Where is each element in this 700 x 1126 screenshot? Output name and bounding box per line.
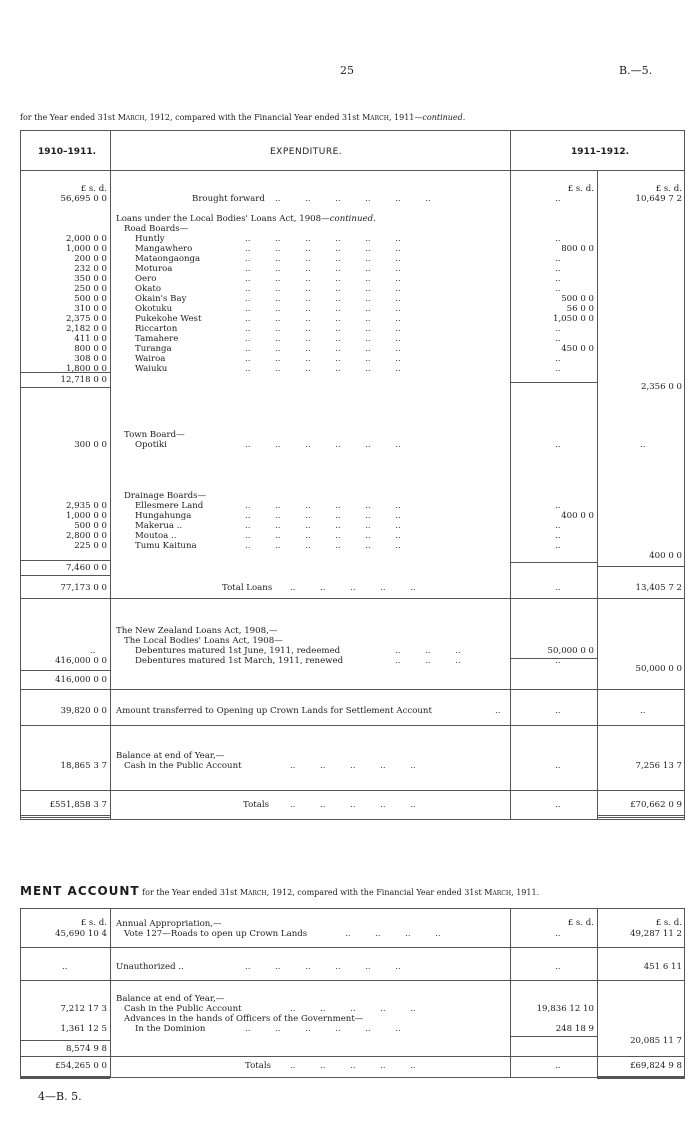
leader-dots: .. .. .. .. .. .. [245,264,401,274]
in-dominion-mid: 248 18 9 [555,1024,594,1034]
leader-dots: .. .. .. .. .. .. [245,501,401,511]
list-item-name: Tumu Kaituna [135,541,197,551]
list-item-amount-1911: .. [555,354,561,364]
town-board-right: .. [640,440,646,450]
list-item-amount-1911: .. [555,324,561,334]
upper-caption: for the Year ended 31st March, 1912, compared with the Financial Year ended 31st March, 1911—continued. [20,113,466,122]
list-item-name: Moturoa [135,264,173,274]
town-board-left: 300 0 0 [74,440,107,450]
debentures-renewed-right: 50,000 0 0 [635,664,682,674]
list-item-amount-1911: .. [555,541,561,551]
list-item-amount-1910: 800 0 0 [74,344,107,354]
currency-header-right: £ s. d. [655,184,682,194]
list-item-amount-1910: 200 0 0 [74,254,107,264]
upper-totals-right: £70,662 0 9 [630,800,682,810]
leader-dots: .. .. .. .. .. .. [245,521,401,531]
road-boards-total-left: 12,718 0 0 [60,375,107,385]
in-dominion-left: 1,361 12 5 [60,1024,107,1034]
list-item-name: Ellesmere Land [135,501,204,511]
unauthorized-left: .. [62,962,68,972]
upper-totals-label: Totals [243,800,269,810]
lower-totals-left: £54,265 0 0 [55,1061,107,1071]
transfer-label: Amount transferred to Opening up Crown Lands for Settlement Account [116,706,432,716]
balance-right: 7,256 13 7 [635,761,682,771]
list-item-name: Waiuku [135,364,168,374]
upper-totals-left: £551,858 3 7 [49,800,107,810]
leader-dots: .. .. .. .. .. .. [245,334,401,344]
page-number: 25 [340,64,354,77]
balance-heading: Balance at end of Year,— [116,751,225,761]
leader-dots: .. .. .. .. .. .. [245,304,401,314]
transfer-left: 39,820 0 0 [60,706,107,716]
lower-cash-mid: 19,836 12 10 [536,1004,594,1014]
list-item-amount-1911: .. [555,284,561,294]
list-item-name: Mangawhero [135,244,193,254]
leader-dots: .. .. .. .. .. .. [245,314,401,324]
list-item-amount-1911: .. [555,234,561,244]
total-loans-label: Total Loans [222,583,273,593]
lower-totals-mid: .. [555,1061,561,1071]
list-item-name: Tamahere [135,334,179,344]
list-item-name: Huntly [135,234,165,244]
upper-totals-mid: .. [555,800,561,810]
debentures-renewed-left: 416,000 0 0 [55,656,107,666]
unauthorized-mid: .. [555,962,561,972]
leader-dots: .. .. .. .. .. .. [245,324,401,334]
leader-dots: .. .. .. .. .. .. [245,344,401,354]
leader-dots: .. .. .. .. .. .. [245,531,401,541]
road-boards-total-right: 2,356 0 0 [640,382,682,392]
road-boards-heading: Road Boards— [124,224,189,234]
lower-totals-right: £69,824 9 8 [630,1061,682,1071]
debentures-total-left: 416,000 0 0 [55,675,107,685]
list-item-amount-1911: .. [555,521,561,531]
list-item-amount-1911: 450 0 0 [561,344,594,354]
leader-dots: .. .. .. .. .. .. [245,274,401,284]
list-item-amount-1910: 500 0 0 [74,521,107,531]
list-item-name: Makerua .. [135,521,183,531]
town-board-name: Opotiki [135,440,167,450]
lower-cash-left: 7,212 17 3 [60,1004,107,1014]
lower-balance-heading: Balance at end of Year,— [116,994,225,1004]
debentures-renewed-mid: .. [555,656,561,666]
advances-heading: Advances in the hands of Officers of the Government— [124,1014,364,1024]
lower-balance-total-left: 8,574 9 8 [65,1044,107,1054]
leader-dots: .. .. .. .. .. .. [245,354,401,364]
lower-currency-mid: £ s. d. [567,918,594,928]
nz-loans-heading: The New Zealand Loans Act, 1908,— [116,626,278,636]
debentures-redeemed-label: Debentures matured 1st June, 1911, redeemed [135,646,341,656]
drainage-total-right: 400 0 0 [649,551,682,561]
list-item-amount-1910: 1,000 0 0 [65,244,107,254]
list-item-amount-1911: .. [555,334,561,344]
list-item-amount-1910: 250 0 0 [74,284,107,294]
list-item-amount-1910: 1,800 0 0 [65,364,107,374]
list-item-name: Mataongaonga [135,254,201,264]
list-item-name: Okain's Bay [135,294,187,304]
brought-forward-left: 56,695 0 0 [60,194,107,204]
list-item-amount-1910: 2,182 0 0 [65,324,107,334]
in-dominion-right: 20,085 11 7 [630,1036,682,1046]
list-item-amount-1911: 400 0 0 [561,511,594,521]
page-reference: B.—5. [619,64,653,77]
list-item-amount-1911: 500 0 0 [561,294,594,304]
list-item-name: Pukekohe West [135,314,202,324]
leader-dots: .. .. .. .. .. .. [245,244,401,254]
list-item-name: Okotuku [135,304,173,314]
list-item-amount-1911: .. [555,531,561,541]
list-item-amount-1910: 2,000 0 0 [65,234,107,244]
brought-forward-mid: .. [555,194,561,204]
unauthorized-label: Unauthorized .. [116,962,184,972]
list-item-amount-1911: 56 0 0 [566,304,594,314]
vote-127-left: 45,690 10 4 [55,929,107,939]
list-item-amount-1910: 2,375 0 0 [65,314,107,324]
lower-currency-right: £ s. d. [655,918,682,928]
leader-dots: .. .. .. .. .. .. [245,511,401,521]
leader-dots: .. .. .. .. .. .. [245,364,401,374]
list-item-name: Okato [135,284,162,294]
currency-header-left: £ s. d. [80,184,107,194]
brought-forward-right: 10,649 7 2 [635,194,682,204]
list-item-name: Riccarton [135,324,178,334]
drainage-boards-heading: Drainage Boards— [124,491,207,501]
in-dominion-label: In the Dominion [135,1024,206,1034]
list-item-amount-1911: .. [555,254,561,264]
list-item-amount-1910: 1,000 0 0 [65,511,107,521]
vote-127-mid: .. [555,929,561,939]
list-item-name: Wairoa [135,354,166,364]
vote-127-label: Vote 127—Roads to open up Crown Lands [124,929,308,939]
column-header-expenditure: EXPENDITURE. [270,147,343,157]
list-item-amount-1911: 1,050 0 0 [552,314,594,324]
column-header-1911-1912: 1911–1912. [571,147,630,157]
list-item-amount-1910: 310 0 0 [74,304,107,314]
list-item-amount-1910: 225 0 0 [74,541,107,551]
balance-left: 18,865 3 7 [60,761,107,771]
loans-heading: Loans under the Local Bodies' Loans Act, 1908—continued. [116,214,376,224]
list-item-amount-1911: .. [555,274,561,284]
list-item-amount-1911: .. [555,364,561,374]
town-board-heading: Town Board— [124,430,185,440]
list-item-amount-1911: 800 0 0 [561,244,594,254]
lower-totals-label: Totals [245,1061,271,1071]
local-bodies-heading: The Local Bodies' Loans Act, 1908— [124,636,283,646]
transfer-right: .. [640,706,646,716]
leader-dots: .. .. .. .. .. .. [245,284,401,294]
leader-dots: .. .. .. .. .. .. [245,541,401,551]
leader-dots: .. .. .. .. .. .. [245,234,401,244]
page-footer: 4—B. 5. [38,1090,82,1103]
list-item-amount-1910: 232 0 0 [74,264,107,274]
lower-cash-label: Cash in the Public Account [124,1004,242,1014]
lower-caption: MENT ACCOUNT for the Year ended 31st March, 1912, compared with the Financial Year ended 31st March, 1911. [20,884,540,898]
debentures-renewed-label: Debentures matured 1st March, 1911, renewed [135,656,344,666]
balance-mid: .. [555,761,561,771]
list-item-amount-1910: 2,935 0 0 [65,501,107,511]
lower-currency-left: £ s. d. [80,918,107,928]
debentures-redeemed-mid: 50,000 0 0 [547,646,594,656]
vote-127-right: 49,287 11 2 [630,929,682,939]
currency-header-mid: £ s. d. [567,184,594,194]
list-item-name: Hungahunga [135,511,192,521]
list-item-name: Oero [135,274,157,284]
leader-dots: .. .. .. .. .. .. [245,254,401,264]
list-item-amount-1911: .. [555,264,561,274]
drainage-total-left: 7,460 0 0 [65,563,107,573]
total-loans-right: 13,405 7 2 [635,583,682,593]
list-item-amount-1910: 2,800 0 0 [65,531,107,541]
list-item-amount-1910: 500 0 0 [74,294,107,304]
list-item-name: Moutoa .. [135,531,177,541]
debentures-redeemed-left: .. [90,646,96,656]
list-item-amount-1910: 350 0 0 [74,274,107,284]
total-loans-left: 77,173 0 0 [60,583,107,593]
annual-appropriation-heading: Annual Appropriation,— [116,919,222,929]
balance-label: Cash in the Public Account [124,761,242,771]
list-item-name: Turanga [135,344,172,354]
total-loans-mid: .. [555,583,561,593]
town-board-mid: .. [555,440,561,450]
unauthorized-right: 451 6 11 [643,962,682,972]
brought-forward-label: Brought forward [192,194,265,204]
list-item-amount-1910: 411 0 0 [74,334,107,344]
transfer-mid: .. [555,706,561,716]
list-item-amount-1910: 308 0 0 [74,354,107,364]
leader-dots: .. .. .. .. .. .. [245,294,401,304]
list-item-amount-1911: .. [555,501,561,511]
column-header-1910-1911: 1910–1911. [38,147,97,157]
